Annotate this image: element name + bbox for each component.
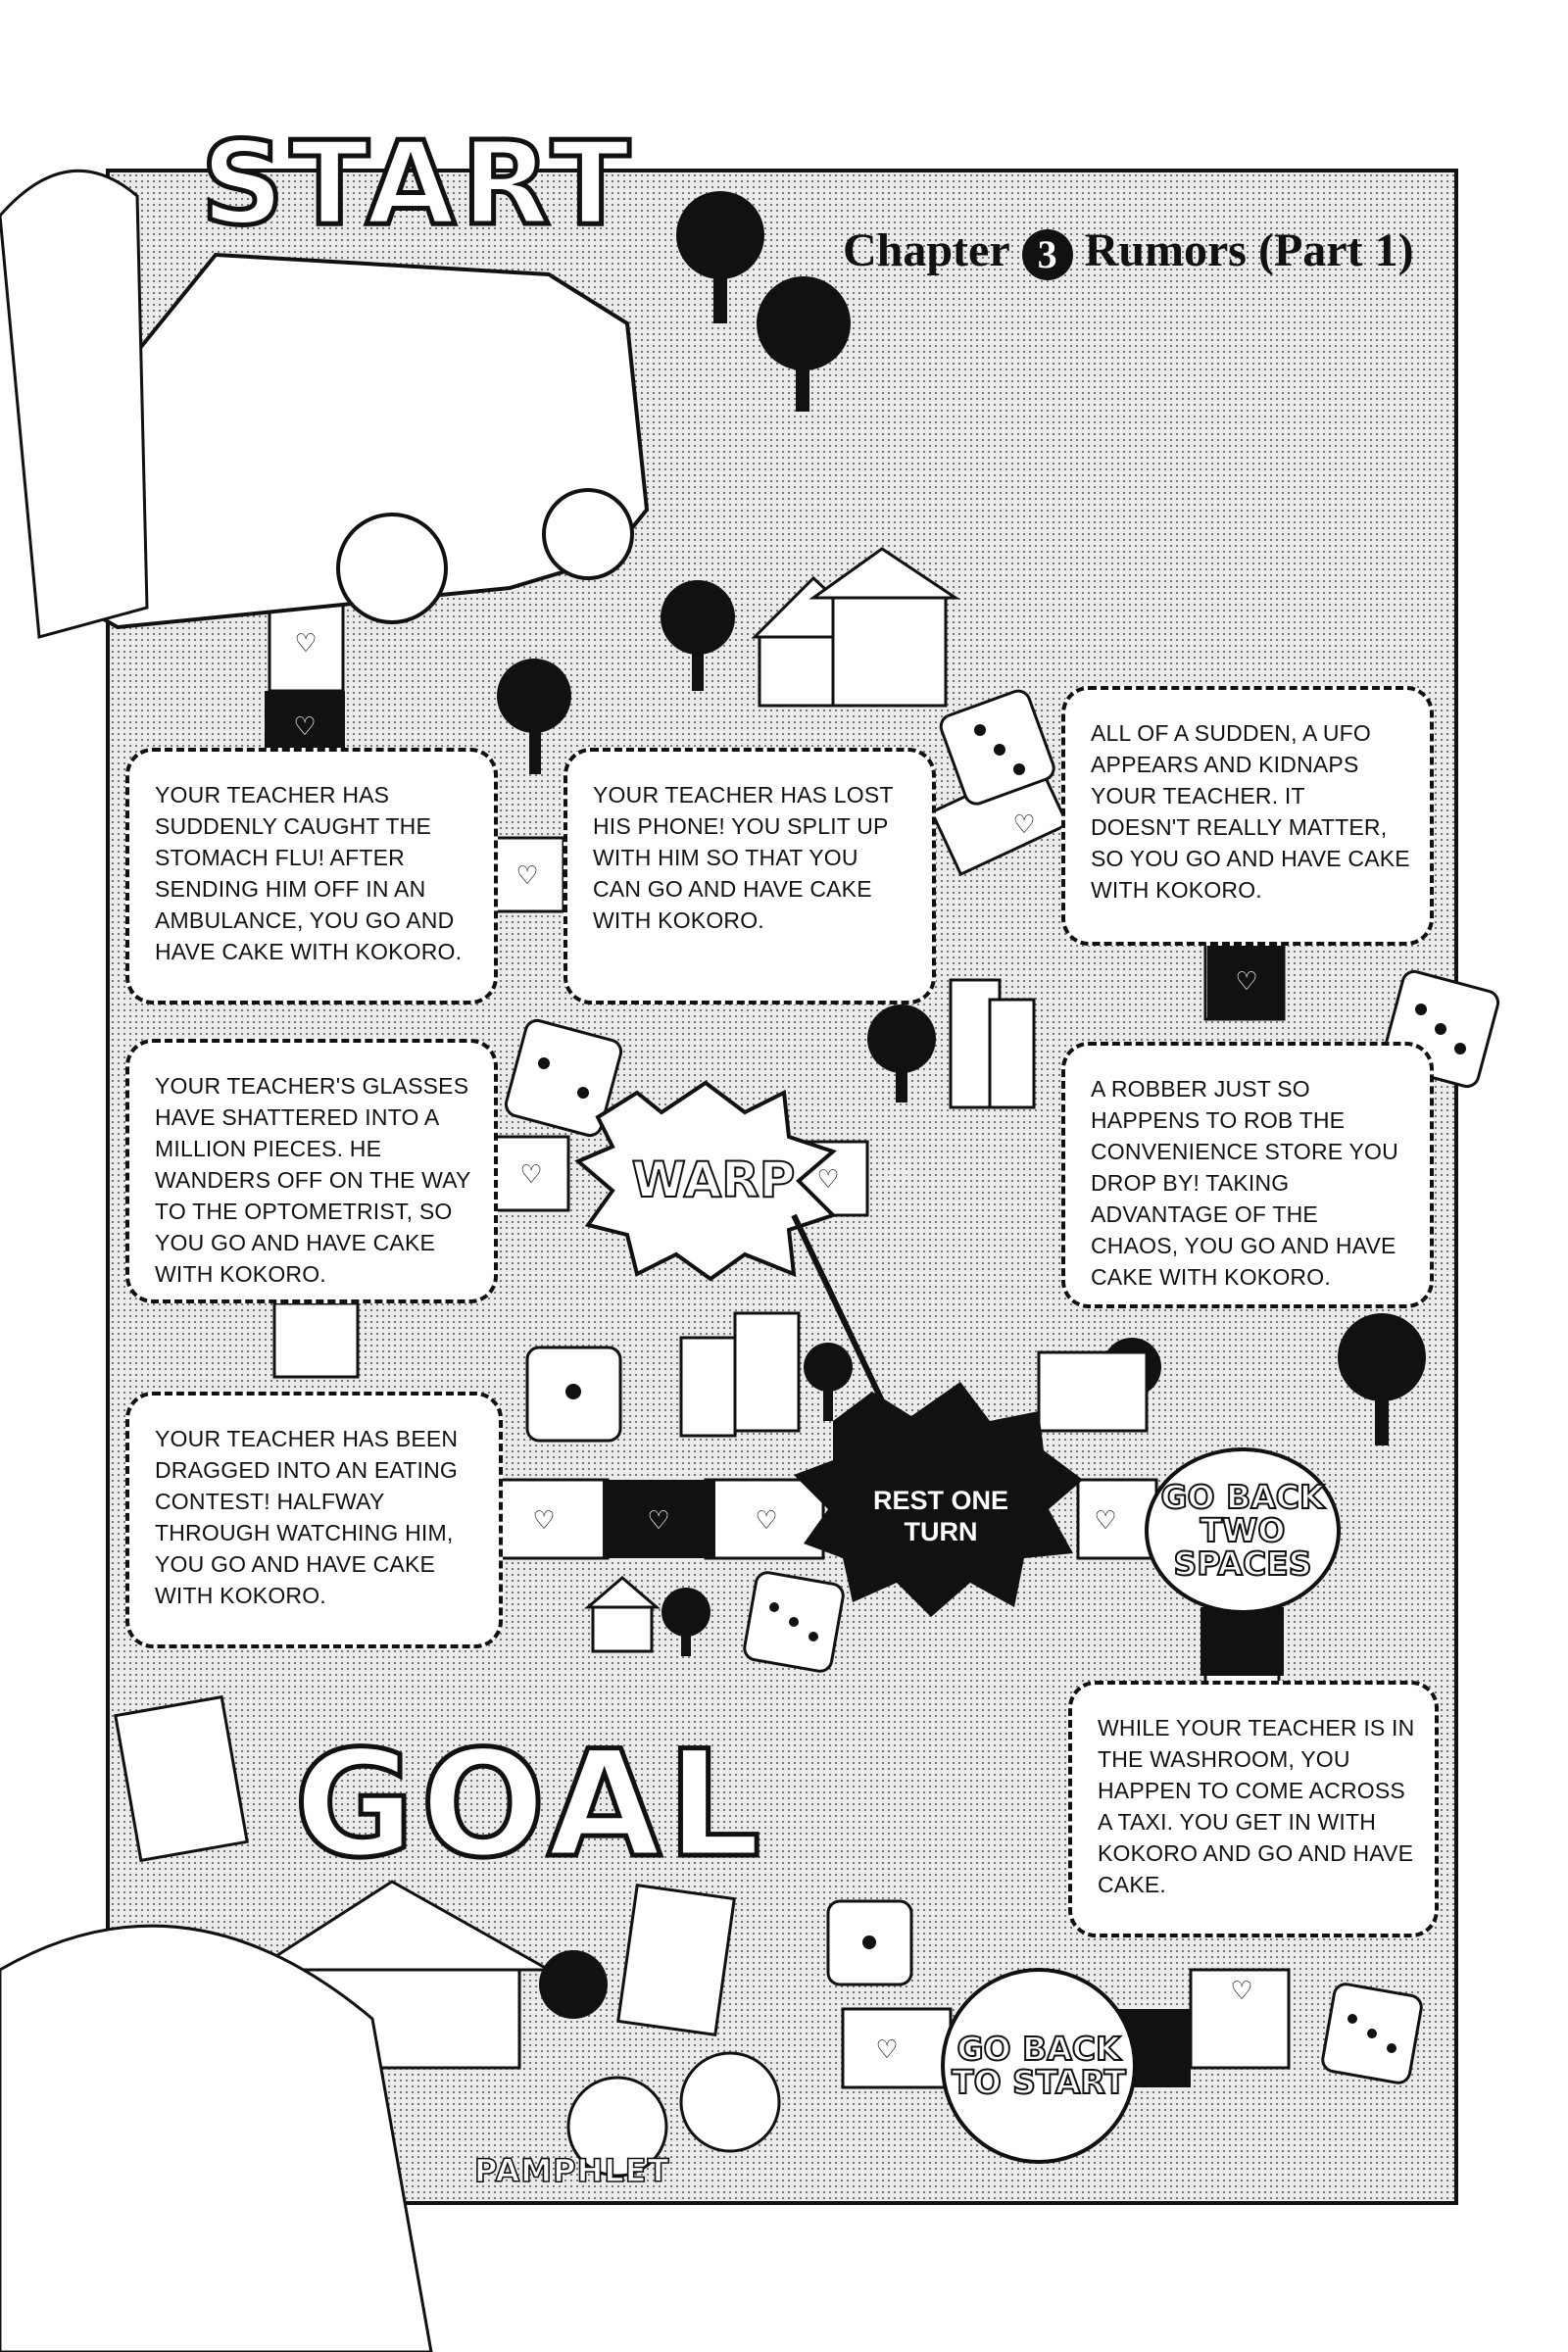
go-back-two-spaces	[1145, 1447, 1341, 1614]
space-washroom-text: WHILE YOUR TEACHER IS IN THE WASHROOM, YOU HAPPEN TO COME ACROSS A TAXI. YOU GET IN WITH KOKORO AND GO AND HAVE CAKE.	[1098, 1715, 1415, 1897]
chapter-heading	[843, 223, 1414, 280]
svg-text:♡: ♡	[293, 712, 317, 742]
start-title: START	[201, 116, 636, 251]
svg-text:♡: ♡	[532, 1506, 556, 1536]
go-back-to-start	[941, 1968, 1137, 2164]
space-stomach-flu	[125, 748, 498, 1004]
svg-text:♡: ♡	[755, 1506, 778, 1536]
svg-text:♡: ♡	[1012, 810, 1036, 840]
space-glasses	[125, 1039, 498, 1303]
svg-text:♡: ♡	[816, 1165, 840, 1195]
svg-text:♡: ♡	[1230, 1977, 1253, 2006]
goal-title: GOAL	[294, 1720, 767, 1890]
svg-text:♡: ♡	[875, 2035, 899, 2065]
svg-text:♡: ♡	[294, 629, 318, 659]
chapter-number-heart: 3	[1022, 229, 1073, 280]
svg-text:♡: ♡	[1094, 1506, 1117, 1536]
space-washroom	[1068, 1681, 1439, 1937]
space-ufo-text: ALL OF A SUDDEN, A UFO APPEARS AND KIDNAPS YOUR TEACHER. IT DOESN'T REALLY MATTER, SO YOU GO AND HAVE CAKE WITH KOKORO.	[1091, 720, 1410, 903]
chapter-title: Rumors (Part 1)	[1084, 224, 1414, 276]
svg-text:♡: ♡	[515, 861, 539, 891]
svg-text:♡: ♡	[304, 1330, 327, 1359]
space-glasses-text: YOUR TEACHER'S GLASSES HAVE SHATTERED INTO A MILLION PIECES. HE WANDERS OFF ON THE WAY TO THE OPTOMETRIST, SO YOU GO AND HAVE CAKE WITH KOKORO.	[155, 1073, 471, 1287]
space-lost-phone	[564, 748, 936, 1004]
pamphlet-label: PAMPHLET	[474, 2152, 670, 2189]
space-ufo	[1061, 686, 1434, 946]
svg-text:♡: ♡	[886, 1165, 909, 1195]
svg-text:♡: ♡	[1235, 967, 1258, 997]
svg-text:♡: ♡	[647, 1506, 670, 1536]
rest-one-turn-label: REST ONE TURN	[872, 1486, 1009, 1546]
go-back-two-spaces-text: GO BACK TWO SPACES	[1160, 1478, 1325, 1583]
space-eating-contest-text: YOUR TEACHER HAS BEEN DRAGGED INTO AN EATING CONTEST! HALFWAY THROUGH WATCHING HIM, YOU GO AND HAVE CAKE WITH KOKORO.	[155, 1426, 459, 1608]
go-back-to-start-text: GO BACK TO START	[952, 2030, 1126, 2101]
space-lost-phone-text: YOUR TEACHER HAS LOST HIS PHONE! YOU SPLIT UP WITH HIM SO THAT YOU CAN GO AND HAVE CAKE WITH KOKORO.	[593, 782, 894, 933]
chapter-prefix: Chapter	[843, 224, 1010, 276]
space-robber	[1061, 1042, 1434, 1308]
space-eating-contest	[125, 1392, 503, 1648]
space-stomach-flu-text: YOUR TEACHER HAS SUDDENLY CAUGHT THE STOMACH FLU! AFTER SENDING HIM OFF IN AN AMBULANCE, YOU GO AND HAVE CAKE WITH KOKORO.	[155, 782, 463, 964]
space-robber-text: A ROBBER JUST SO HAPPENS TO ROB THE CONVENIENCE STORE YOU DROP BY! TAKING ADVANTAGE OF THE CHAOS, YOU GO AND HAVE CAKE WITH KOKORO.	[1091, 1076, 1398, 1290]
svg-text:♡: ♡	[519, 1160, 543, 1190]
warp-label: WARP	[631, 1152, 796, 1208]
